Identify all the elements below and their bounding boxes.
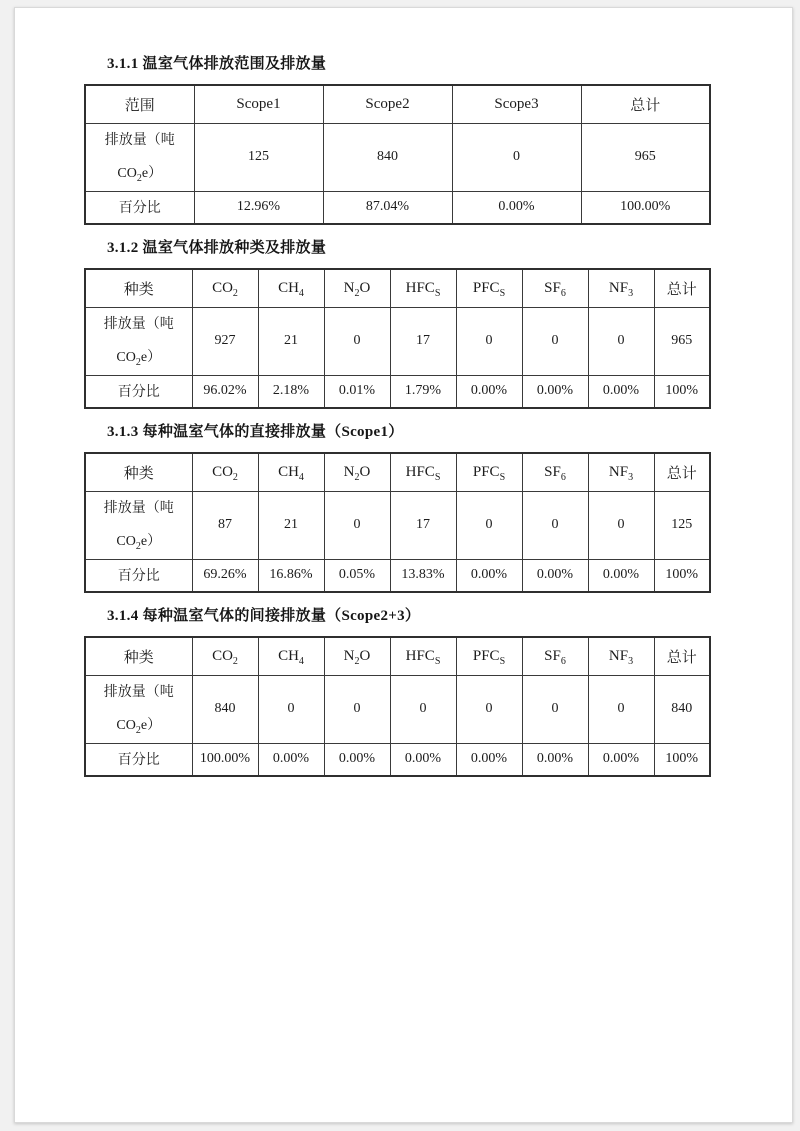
value-cell: 0.00% (324, 743, 390, 776)
value-cell: 96.02% (192, 375, 258, 408)
column-header-cell: Scope1 (194, 85, 323, 123)
row-label-cell (85, 491, 192, 559)
subscript-text: 2 (135, 356, 141, 368)
value-cell: 0 (588, 491, 654, 559)
value-cell: 17 (390, 307, 456, 375)
column-header-cell: $HFC_S$ (390, 269, 456, 307)
column-header-cell: 总计 (654, 269, 710, 307)
value-cell: 69.26% (192, 559, 258, 592)
subscript-text: S (434, 655, 441, 667)
emission-row (85, 675, 710, 743)
emissions-table (84, 452, 711, 593)
emission-row (85, 123, 710, 191)
value-cell: 0.00% (522, 559, 588, 592)
column-header-cell: $PFC_S$ (456, 453, 522, 491)
emission-row (85, 307, 710, 375)
value-cell: 100% (654, 743, 710, 776)
value-cell: 0 (522, 675, 588, 743)
value-cell: 965 (581, 123, 710, 191)
value-cell: 12.96% (194, 191, 323, 224)
subscript-text: 6 (560, 471, 566, 483)
row-label-line: 百分比 (118, 201, 161, 217)
subscript-text: S (434, 471, 441, 483)
value-cell: 0.00% (588, 375, 654, 408)
row-label-line: 百分比 (117, 569, 160, 585)
subscript-text: 2 (232, 471, 238, 483)
subscript-text: 2 (354, 655, 360, 667)
column-header-cell: $NF_3$ (588, 269, 654, 307)
value-cell: 0.05% (324, 559, 390, 592)
value-cell: 0 (522, 491, 588, 559)
subscript-text: 3 (628, 655, 634, 667)
value-cell: 0.00% (456, 743, 522, 776)
section-heading: 3.1.1 温室气体排放范围及排放量 (107, 56, 327, 72)
row-label-cell (85, 559, 192, 592)
column-header-cell: $PFC_S$ (456, 269, 522, 307)
subscript-text: S (434, 287, 441, 299)
row-label-line: 排放量（吨 (104, 133, 175, 148)
column-header-cell: $CO_2$ (192, 637, 258, 675)
column-header-cell: $CO_2$ (192, 453, 258, 491)
value-cell: 0.00% (456, 559, 522, 592)
value-cell: 0 (324, 675, 390, 743)
subscript-text: 4 (298, 655, 304, 667)
value-cell: 0.00% (390, 743, 456, 776)
section-heading: 3.1.2 温室气体排放种类及排放量 (107, 240, 327, 256)
column-header-cell: 种类 (85, 453, 192, 491)
value-cell: 0.00% (522, 743, 588, 776)
value-cell: 0 (456, 491, 522, 559)
subscript-text: 6 (560, 655, 566, 667)
row-label-line: 百分比 (117, 385, 160, 401)
row-label-line: 排放量（吨 (103, 501, 174, 516)
subscript-text: 3 (628, 471, 634, 483)
subscript-text: 4 (298, 287, 304, 299)
subscript-text: 2 (354, 471, 360, 483)
column-header-cell: $HFC_S$ (390, 637, 456, 675)
value-cell: 100% (654, 375, 710, 408)
subscript-text: 2 (232, 287, 238, 299)
column-header-cell: Scope2 (323, 85, 452, 123)
value-cell: 0.01% (324, 375, 390, 408)
value-cell: 16.86% (258, 559, 324, 592)
sections (15, 8, 792, 777)
subscript-text: S (499, 655, 506, 667)
column-header-cell: 种类 (85, 637, 192, 675)
row-label-cell (85, 675, 192, 743)
value-cell: 0.00% (452, 191, 581, 224)
value-cell: 0 (588, 307, 654, 375)
row-label-line: $CO_2e$） (116, 534, 162, 552)
value-cell: 1.79% (390, 375, 456, 408)
table-header-row (85, 85, 710, 123)
subscript-text: 2 (135, 724, 141, 736)
document-page (14, 7, 793, 1123)
report-section (84, 238, 792, 409)
subscript-text: 4 (298, 471, 304, 483)
value-cell: 87.04% (323, 191, 452, 224)
row-label-line: 百分比 (117, 753, 160, 769)
value-cell: 21 (258, 491, 324, 559)
value-cell: 0 (390, 675, 456, 743)
value-cell: 0.00% (588, 559, 654, 592)
subscript-text: 2 (354, 287, 360, 299)
value-cell: 0 (522, 307, 588, 375)
value-cell: 0 (588, 675, 654, 743)
report-section (84, 606, 792, 777)
value-cell: 17 (390, 491, 456, 559)
column-header-cell: $CO_2$ (192, 269, 258, 307)
subscript-text: 3 (628, 287, 634, 299)
column-header-cell: 种类 (85, 269, 192, 307)
column-header-cell: $N_2O$ (324, 269, 390, 307)
value-cell: 0.00% (258, 743, 324, 776)
value-cell: 0 (324, 491, 390, 559)
value-cell: 927 (192, 307, 258, 375)
value-cell: 0 (324, 307, 390, 375)
row-label-line: $CO_2e$） (116, 350, 162, 368)
subscript-text: 6 (560, 287, 566, 299)
value-cell: 0.00% (522, 375, 588, 408)
column-header-cell: $PFC_S$ (456, 637, 522, 675)
value-cell: 87 (192, 491, 258, 559)
row-label-line: $CO_2e$） (117, 166, 163, 184)
column-header-cell: $HFC_S$ (390, 453, 456, 491)
row-label-cell (85, 743, 192, 776)
row-label-cell (85, 307, 192, 375)
value-cell: 0 (452, 123, 581, 191)
subscript-text: 2 (135, 540, 141, 552)
value-cell: 840 (323, 123, 452, 191)
percent-row (85, 743, 710, 776)
section-heading: 3.1.4 每种温室气体的间接排放量（Scope2+3） (107, 608, 421, 624)
emission-row (85, 491, 710, 559)
row-label-cell (85, 375, 192, 408)
row-label-cell (85, 191, 194, 224)
column-header-cell: $N_2O$ (324, 637, 390, 675)
column-header-cell: $NF_3$ (588, 453, 654, 491)
value-cell: 125 (194, 123, 323, 191)
value-cell: 100.00% (581, 191, 710, 224)
value-cell: 100.00% (192, 743, 258, 776)
row-label-cell (85, 123, 194, 191)
column-header-cell: Scope3 (452, 85, 581, 123)
section-heading: 3.1.3 每种温室气体的直接排放量（Scope1） (107, 424, 404, 440)
value-cell: 840 (192, 675, 258, 743)
value-cell: 2.18% (258, 375, 324, 408)
value-cell: 100% (654, 559, 710, 592)
value-cell: 0.00% (588, 743, 654, 776)
table-header-row (85, 269, 710, 307)
column-header-cell: $SF_6$ (522, 269, 588, 307)
column-header-cell: $NF_3$ (588, 637, 654, 675)
row-label-line: $CO_2e$） (116, 718, 162, 736)
percent-row (85, 375, 710, 408)
emissions-table (84, 268, 711, 409)
value-cell: 965 (654, 307, 710, 375)
column-header-cell: $SF_6$ (522, 453, 588, 491)
row-label-line: 排放量（吨 (103, 317, 174, 332)
value-cell: 125 (654, 491, 710, 559)
emissions-table (84, 636, 711, 777)
value-cell: 21 (258, 307, 324, 375)
subscript-text: S (499, 471, 506, 483)
value-cell: 840 (654, 675, 710, 743)
value-cell: 13.83% (390, 559, 456, 592)
subscript-text: S (499, 287, 506, 299)
value-cell: 0.00% (456, 375, 522, 408)
subscript-text: 2 (232, 655, 238, 667)
column-header-cell: $N_2O$ (324, 453, 390, 491)
table-header-row (85, 637, 710, 675)
row-label-line: 排放量（吨 (103, 685, 174, 700)
subscript-text: 2 (136, 172, 142, 184)
emissions-table (84, 84, 711, 225)
column-header-cell: 范围 (85, 85, 194, 123)
column-header-cell: 总计 (581, 85, 710, 123)
report-section (84, 422, 792, 593)
column-header-cell: $CH_4$ (258, 453, 324, 491)
percent-row (85, 191, 710, 224)
percent-row (85, 559, 710, 592)
value-cell: 0 (456, 307, 522, 375)
column-header-cell: 总计 (654, 453, 710, 491)
column-header-cell: 总计 (654, 637, 710, 675)
column-header-cell: $CH_4$ (258, 637, 324, 675)
column-header-cell: $SF_6$ (522, 637, 588, 675)
value-cell: 0 (456, 675, 522, 743)
column-header-cell: $CH_4$ (258, 269, 324, 307)
value-cell: 0 (258, 675, 324, 743)
table-header-row (85, 453, 710, 491)
report-section (84, 54, 792, 225)
